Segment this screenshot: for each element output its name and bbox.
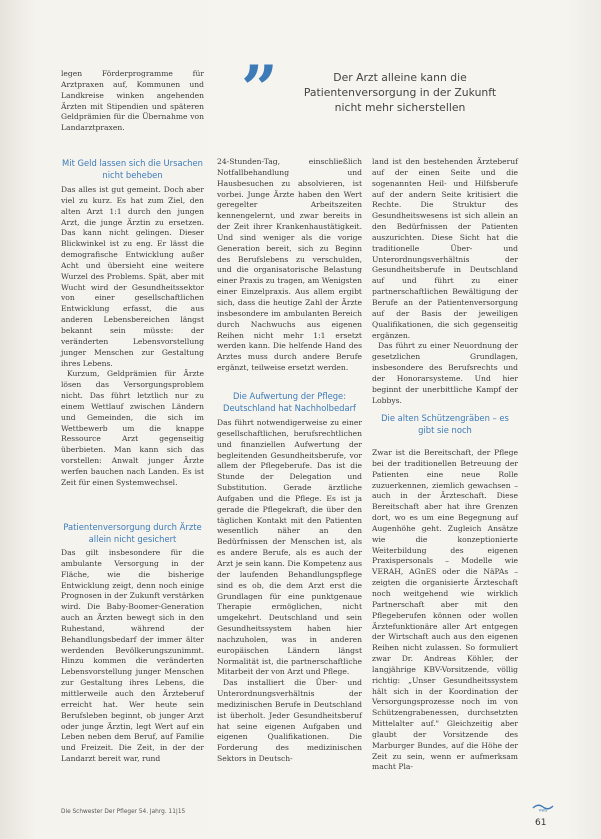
- pull-quote: Der Arzt alleine kann die Patientenversorgung in der Zukunft nicht mehr sicherstellen: [303, 71, 497, 114]
- section-heading: Die alten Schützengräben – es gibt sie noch: [381, 413, 509, 435]
- paragraph: Zwar ist die Bereitschaft, der Pflege bei der traditionellen Betreuung der Patienten eine neue Rolle zuzuerkennen, ziemlich gewachsen – auch in der Ärzteschaft. Diese Bereitschaft aber hat ihre Grenzen dort, wo es um eine Begegnung auf Augenhöhe geht. Zugleich Ansätze wie die konzeptionierte Weiterbildung des eigenen Praxispersonals – Modelle wie VERAH, AGnES oder die NäPAs – zeigten die organisierte Ärzteschaft noch weitgehend wie wirklich Partnerschaft aber mit den Pflegeberufen können oder wollen Ärztefunktionäre aller Art entgegen der Wirtschaft auch aus den eigenen Reihen nicht zulassen. So formuliert zwar Dr. Andreas Köhler, der langjährige KBV-Vorsitzende, völlig richtig: „Unser Gesundheitssystem hält sich in der Koordination der Versorgungsprozesse noch im von Schützengrabenessen, durchsetzten Mittelalter auf." Gleichzeitig aber glaubt der Vorsitzende des Marburger Bundes, auf die Höhe der Zeit zu sein, wenn er aufmerksam macht Pla-: [372, 448, 518, 772]
- paragraph: Das gilt insbesondere für die ambulante Versorgung in der Fläche, wie die bisherige Entwicklung zeigt, denn noch einige Prognosen in der Zukunft verstärken wird. Die Baby-Boomer-Generation auch an Ärzten bewegt sich in den Ruhestand, während der Behandlungsbedarf der immer älter werdenden Bevölkerungszunimmt. Hinzu kommen die veränderten Lebensvorstellung junger Menschen zur Gestaltung ihres Lebens, die mittlerweile auch den Ärzteberuf erreicht hat. Wer heute sein Berufsleben beginnt, ob junger Arzt oder junge Ärztin, legt Wert auf ein Leben neben dem Beruf, auf Familie und Freizeit. Die Zeit, in der der Landarzt bereit war, rund: [61, 548, 204, 764]
- column-2-top: [217, 157, 362, 374]
- paragraph: Das alles ist gut gemeint. Doch aber viel zu kurz. Es hat zum Ziel, den alten Arzt 1:1 durch den jungen Arzt, die junge Ärztin zu ersetzen. Das kann nicht gelingen. Dieser Blickwinkel ist zu eng. Er lässt die demografische Entwicklung außer Acht und übersieht eine weitere Wurzel des Problems. Spät, aber mit Wucht wird der Gesundheitssektor von einer gesellschaftlichen Entwicklung erfasst, die aus anderen Lebensbereichen längst bekannt sein müsste: der veränderten Lebensvorstellung junger Menschen zur Gestaltung ihres Lebens.: [61, 185, 204, 368]
- section-heading: Mit Geld lassen sich die Ursachen nicht beheben: [62, 158, 203, 180]
- paragraph: legen Förderprogramme für Arztpraxen auf, Kommunen und Landkreise winken angehenden Ärzten mit Stipendien und späteren Geldprämien für die Übernahme von Landarztpraxen.: [61, 69, 204, 133]
- column-1-middle: [61, 185, 204, 489]
- column-1-bottom: [61, 548, 204, 765]
- paragraph: land ist den bestehenden Ärzteberuf auf der einen Seite und die sogenannten Heil- und Hilfsberufe auf der andern Seite kritisiert die Rechte. Die Struktur des Gesundheitswesens ist sich allein an den Bedürfnissen der Patienten auszurichten. Diese Sicht hat die traditionelle Über- und Unterordnungsverhältnis der Gesundheitsberufe in Deutschland auf und führt zu einer partnerschaftlichen Bewältigung der Berufe an der Patientenversorgung auf der Basis der jeweiligen Qualifikationen, die sich gegenseitig ergänzen.: [372, 157, 518, 340]
- column-3-bottom: [372, 448, 518, 773]
- logo-label: vws: [538, 808, 548, 812]
- paragraph: 24-Stunden-Tag, einschließlich Notfallbehandlung und Hausbesuchen zu absolvieren, ist vorbei. Junge Ärzte haben den Wert geregelter Arbeitszeiten kennengelernt, und zwar bereits in der Zeit ihrer Krankenhaustätigkeit. Und sind weniger als die vorige Generation bereit, sich zu Beginn des Berufslebens zu verschulden, und die organisatorische Belastung einer Praxis zu tragen, am Wenigsten einer Einzelpraxis. Aus allem ergibt sich, dass die heutige Zahl der Ärzte insbesondere im ambulanten Bereich durch Nachwuchs aus eigenen Reihen nicht mehr 1:1 ersetzt werden kann. Die helfende Hand des Arztes muss durch andere Berufe ergänzt, teilweise ersetzt werden.: [217, 157, 362, 373]
- paragraph: Das führt zu einer Neuordnung der gesetzlichen Grundlagen, insbesondere des Berufsrechts und der Honorarsysteme. Und hier beginnt der unerbittliche Kampf der Lobbys.: [372, 341, 518, 405]
- column-3-top: [372, 157, 518, 406]
- footer-citation: Die Schwester Der Pfleger 54. Jahrg. 11|15: [61, 809, 186, 815]
- paragraph: Das installiert die Über- und Unterordnungsverhältnis der medizinischen Berufe in Deutschland ist überholt. Jeder Gesundheitsberuf hat seine eigenen Aufgaben und eigenen Qualifikationen. Die Forderung des medizinischen Sektors in Deutsch-: [217, 678, 362, 764]
- page-number: 61: [535, 818, 547, 828]
- quote-mark-icon: ”: [241, 52, 278, 127]
- column-1-top: [61, 69, 204, 134]
- paragraph: Kurzum, Geldprämien für Ärzte lösen das Versorgungsproblem nicht. Das führt letztlich nur zu einem Wettlauf zwischen Ländern und Gemeinden, die sich im Wettbewerb um die knappe Ressource Arzt gegenseitig überbieten. Man kann sich das vorstellen: Anwalt junger Ärzte werfen bauchen nach Landen. Es ist Zeit für einen Systemwechsel.: [61, 369, 204, 487]
- section-heading: Patientenversorgung durch Ärzte allein nicht gesichert: [63, 522, 202, 544]
- publisher-logo-icon: [532, 802, 554, 812]
- section-heading: Die Aufwertung der Pflege: Deutschland hat Nachholbedarf: [223, 391, 356, 413]
- paragraph: Das führt notwendigerweise zu einer gesellschaftlichen, berufsrechtlichen und finanziellen Aufwertung der begleitenden Gesundheitsberufe, vor allem der Pflegeberufe. Das ist die Stunde der Delegation und Substitution. Gerade ärztliche Aufgaben und die Pflege. Es ist ja gerade die Pflegekraft, die über den täglichen Kontakt mit den Patienten wesentlich näher an den Bedürfnissen der Menschen ist, als es andere Berufe, als es auch der Arzt je sein kann. Die Kompetenz aus der laufenden Behandlungspflege sind es ob, die dem Arzt erst die Grundlagen für eine punktgenaue Therapie ermöglichen, nicht umgekehrt. Deutschland und sein Gesundheitssystem haben hier nachzuholen, was in anderen europäischen Ländern längst Normalität ist, die partnerschaftliche Mitarbeit der von Arzt und Pflege.: [217, 418, 362, 677]
- column-2-bottom: [217, 418, 362, 765]
